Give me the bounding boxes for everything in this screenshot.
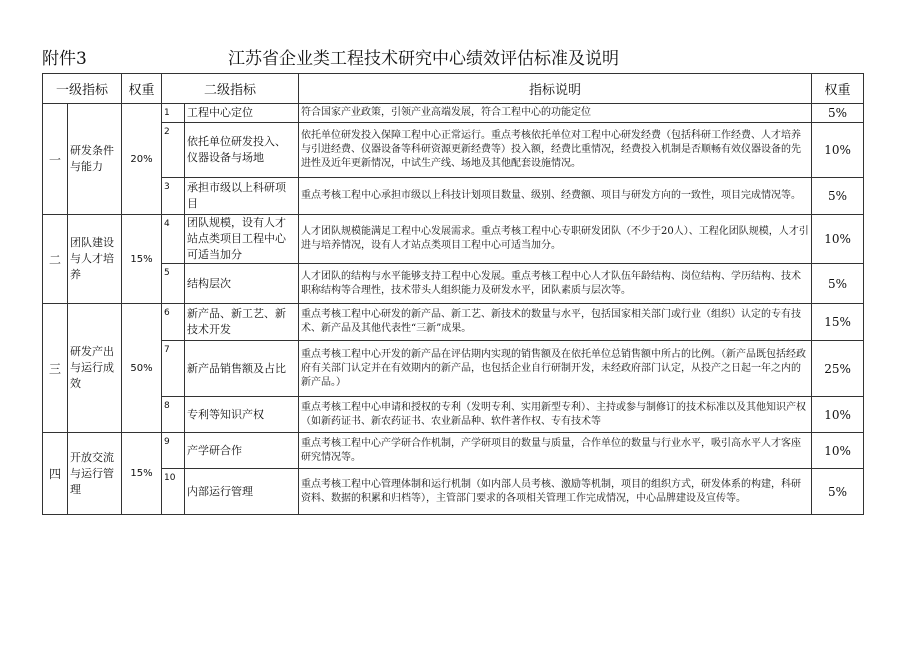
- item-number: 10: [162, 469, 185, 515]
- table-row: [43, 469, 864, 515]
- item-name: 结构层次: [185, 264, 299, 304]
- item-description: 符合国家产业政策，引领产业高端发展，符合工程中心的功能定位: [299, 104, 812, 123]
- item-description: 人才团队的结构与水平能够支持工程中心发展。重点考核工程中心人才队伍年龄结构、岗位结构、学历结构、技术职称结构等合理性，技术带头人组织能力及研发水平，团队素质与层次等。: [299, 264, 812, 304]
- item-name: 承担市级以上科研项目: [185, 178, 299, 215]
- item-description: 重点考核工程中心申请和授权的专利（发明专利、实用新型专利）、主持或参与制修订的技术标准以及其他知识产权（如新药证书、新农药证书、农业新品种、软件著作权、专有技术等: [299, 397, 812, 433]
- table-row: [43, 264, 864, 304]
- item-weight: 10%: [812, 397, 864, 433]
- item-description: 重点考核工程中心产学研合作机制，产学研项目的数量与质量，合作单位的数量与行业水平，吸引高水平人才客座研究情况等。: [299, 433, 812, 469]
- table-row: [43, 304, 864, 341]
- group-name: 研发产出与运行成效: [68, 304, 122, 433]
- item-description: 重点考核工程中心管理体制和运行机制（如内部人员考核、激励等机制，项目的组织方式，研发体系的构建，科研资料、数据的积累和归档等），主管部门要求的各项相关管理工作完成情况，中心品牌建设及宣传等。: [299, 469, 812, 515]
- item-description: 重点考核工程中心研发的新产品、新工艺、新技术的数量与水平，包括国家相关部门或行业（组织）认定的专有技术、新产品及其他代表性“三新”成果。: [299, 304, 812, 341]
- header-weight2: 权重: [812, 74, 864, 104]
- group-number: 四: [43, 433, 68, 515]
- attachment-label: 附件3: [42, 49, 87, 69]
- item-number: 1: [162, 104, 185, 123]
- item-name: 团队规模，设有人才站点类项目工程中心可适当加分: [185, 215, 299, 264]
- table-row: [43, 104, 864, 123]
- document-title: 江苏省企业类工程技术研究中心绩效评估标准及说明: [228, 49, 619, 69]
- item-name: 产学研合作: [185, 433, 299, 469]
- item-number: 6: [162, 304, 185, 341]
- item-number: 3: [162, 178, 185, 215]
- item-number: 5: [162, 264, 185, 304]
- item-number: 8: [162, 397, 185, 433]
- group-weight: 50%: [122, 304, 162, 433]
- header-level1: 一级指标: [43, 74, 122, 104]
- table-row: [43, 215, 864, 264]
- group-weight: 20%: [122, 104, 162, 215]
- item-weight: 5%: [812, 178, 864, 215]
- item-number: 9: [162, 433, 185, 469]
- table-row: [43, 397, 864, 433]
- group-weight: 15%: [122, 433, 162, 515]
- document-header: [42, 44, 902, 72]
- header-description: 指标说明: [299, 74, 812, 104]
- item-description: 重点考核工程中心开发的新产品在评估期内实现的销售额及在依托单位总销售额中所占的比例。（新产品既包括经政府有关部门认定并在有效期内的新产品，也包括企业自行研制开发，未经政府部门认定，从投产之日起一年之内的新产品。）: [299, 341, 812, 397]
- group-name: 开放交流与运行管理: [68, 433, 122, 515]
- item-number: 4: [162, 215, 185, 264]
- item-weight: 5%: [812, 469, 864, 515]
- item-description: 依托单位研发投入保障工程中心正常运行。重点考核依托单位对工程中心研发经费（包括科研工作经费、人才培养与引进经费、仪器设备等科研资源更新经费等）投入额，经费比重情况，经费投入机制是否顺畅有效仪器设备的先进性及近年更新情况，中试生产线、场地及其他配套设施情况。: [299, 123, 812, 178]
- group-weight: 15%: [122, 215, 162, 304]
- item-weight: 10%: [812, 123, 864, 178]
- item-name: 专利等知识产权: [185, 397, 299, 433]
- group-number: 三: [43, 304, 68, 433]
- item-name: 内部运行管理: [185, 469, 299, 515]
- header-weight1: 权重: [122, 74, 162, 104]
- item-weight: 25%: [812, 341, 864, 397]
- header-level2: 二级指标: [162, 74, 299, 104]
- item-name: 新产品、新工艺、新技术开发: [185, 304, 299, 341]
- table-header-row: [43, 74, 864, 104]
- item-description: 重点考核工程中心承担市级以上科技计划项目数量、级别、经费额、项目与研发方向的一致性，项目完成情况等。: [299, 178, 812, 215]
- item-weight: 15%: [812, 304, 864, 341]
- item-name: 依托单位研发投入、仪器设备与场地: [185, 123, 299, 178]
- item-description: 人才团队规模能满足工程中心发展需求。重点考核工程中心专职研发团队（不少于20人）、工程化团队规模，人才引进与培养情况，设有人才站点类项目工程中心可适当加分。: [299, 215, 812, 264]
- table-row: [43, 178, 864, 215]
- group-number: 一: [43, 104, 68, 215]
- item-weight: 5%: [812, 264, 864, 304]
- item-weight: 5%: [812, 104, 864, 123]
- item-number: 7: [162, 341, 185, 397]
- group-name: 团队建设与人才培养: [68, 215, 122, 304]
- item-name: 工程中心定位: [185, 104, 299, 123]
- item-weight: 10%: [812, 215, 864, 264]
- evaluation-table: [42, 73, 864, 515]
- item-number: 2: [162, 123, 185, 178]
- table-row: [43, 433, 864, 469]
- item-name: 新产品销售额及占比: [185, 341, 299, 397]
- table-row: [43, 341, 864, 397]
- item-weight: 10%: [812, 433, 864, 469]
- group-number: 二: [43, 215, 68, 304]
- table-row: [43, 123, 864, 178]
- group-name: 研发条件与能力: [68, 104, 122, 215]
